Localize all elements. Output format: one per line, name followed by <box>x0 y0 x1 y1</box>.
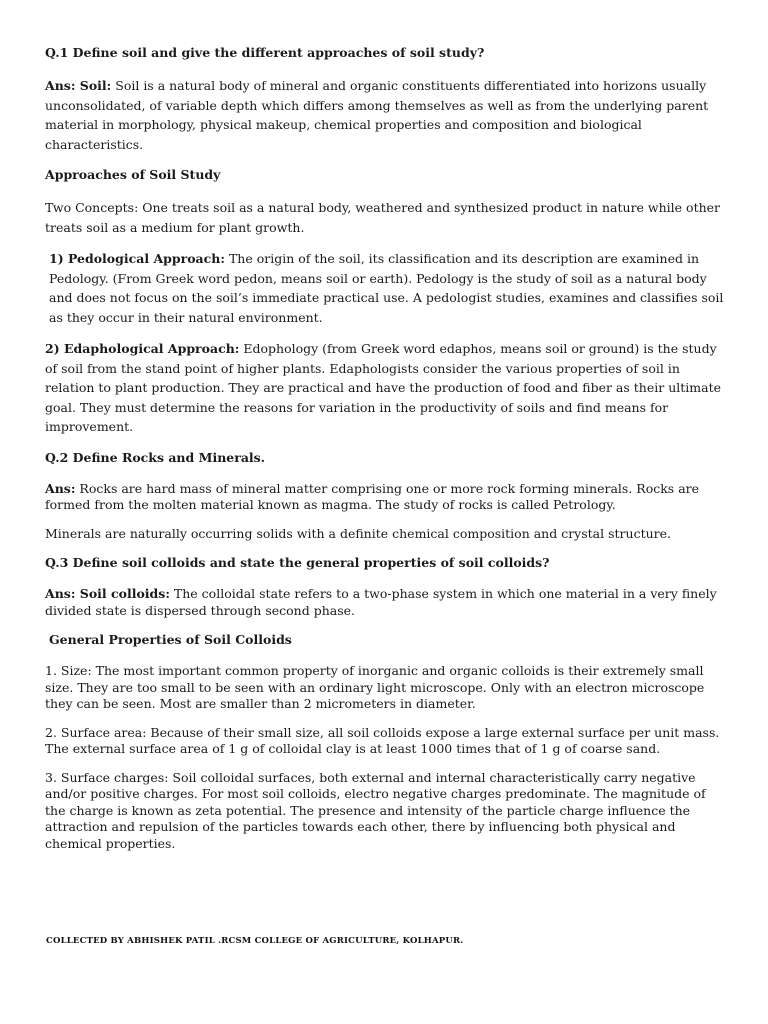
edaphological-approach-paragraph <box>45 339 725 437</box>
document-page <box>45 44 725 864</box>
edaphological-label: 2) Edaphological Approach: <box>45 341 240 356</box>
two-concepts-paragraph: Two Concepts: One treats soil as a natural body, weathered and synthesized product in nature while other treats soil as a medium for plant growth. <box>45 200 721 235</box>
answer-2-text: Rocks are hard mass of mineral matter comprising one or more rock forming minerals. Rocks are formed from the molten material known as magma. The study of rocks is called Petrology. <box>45 480 700 512</box>
question-2: Q.2 Define Rocks and Minerals. <box>45 449 266 465</box>
edaphological-text: Edophology (from Greek word edaphos, means soil or ground) is the study of soil from the stand point of higher plants. Edaphologists consider the various properties of soil in relation to plant production. They are practical and have the production of food and fiber as their ultimate goal. They must determine the reasons for variation in the productivity of soils and find means for improvement. <box>45 341 721 434</box>
footer-credit: COLLECTED BY ABHISHEK PATIL .RCSM COLLEGE OF AGRICULTURE, KOLHAPUR. <box>46 936 464 946</box>
answer-3-label: Ans: Soil colloids: <box>45 586 170 601</box>
answer-1-label: Ans: Soil: <box>45 78 112 93</box>
answer-2-rocks <box>45 481 725 514</box>
answer-3-soil-colloids <box>45 586 725 619</box>
approaches-heading: Approaches of Soil Study <box>45 167 221 182</box>
answer-1-text: Soil is a natural body of mineral and organic constituents differentiated into horizons usually unconsolidated, of variable depth which differs among themselves as well as from the underlying parent material in morphology, physical makeup, chemical properties and composition and biological characteristics. <box>45 78 709 152</box>
property-size-paragraph: 1. Size: The most important common property of inorganic and organic colloids is their extremely small size. They are too small to be seen with an ordinary light microscope. Only with an electron microscope they can be seen. Most are smaller than 2 micrometers in diameter. <box>45 663 705 711</box>
property-surface-charges-paragraph: 3. Surface charges: Soil colloidal surfaces, both external and internal characteristically carry negative and/or positive charges. For most soil colloids, electro negative charges predominate. The magnitude of the charge is known as zeta potential. The presence and intensity of the particle charge influence the attraction and repulsion of the particles towards each other, there by influencing both physical and chemical properties. <box>45 769 706 851</box>
pedological-text: The origin of the soil, its classification and its description are examined in Pedology. (From Greek word pedon, means soil or earth). Pedology is the study of soil as a natural body and does not focus on the soil’s immediate practical use. A pedologist studies, examines and classifies soil as they occur in their natural environment. <box>49 251 724 325</box>
property-surface-area-paragraph: 2. Surface area: Because of their small size, all soil colloids expose a large external surface per unit mass. The external surface area of 1 g of colloidal clay is at least 1000 times that of 1 g of coarse sand. <box>45 724 720 756</box>
question-3: Q.3 Define soil colloids and state the general properties of soil colloids? <box>45 555 550 570</box>
question-1: Q.1 Define soil and give the different approaches of soil study? <box>45 45 485 60</box>
answer-1-soil-definition <box>45 76 725 154</box>
properties-heading: General Properties of Soil Colloids <box>49 632 292 647</box>
pedological-approach-paragraph <box>45 249 725 327</box>
answer-2-label: Ans: <box>45 480 76 496</box>
minerals-paragraph: Minerals are naturally occurring solids with a definite chemical composition and crystal structure. <box>45 525 671 541</box>
pedological-label: 1) Pedological Approach: <box>49 251 225 266</box>
answer-3-text: The colloidal state refers to a two-phase system in which one material in a very finely divided state is dispersed through second phase. <box>45 586 717 618</box>
